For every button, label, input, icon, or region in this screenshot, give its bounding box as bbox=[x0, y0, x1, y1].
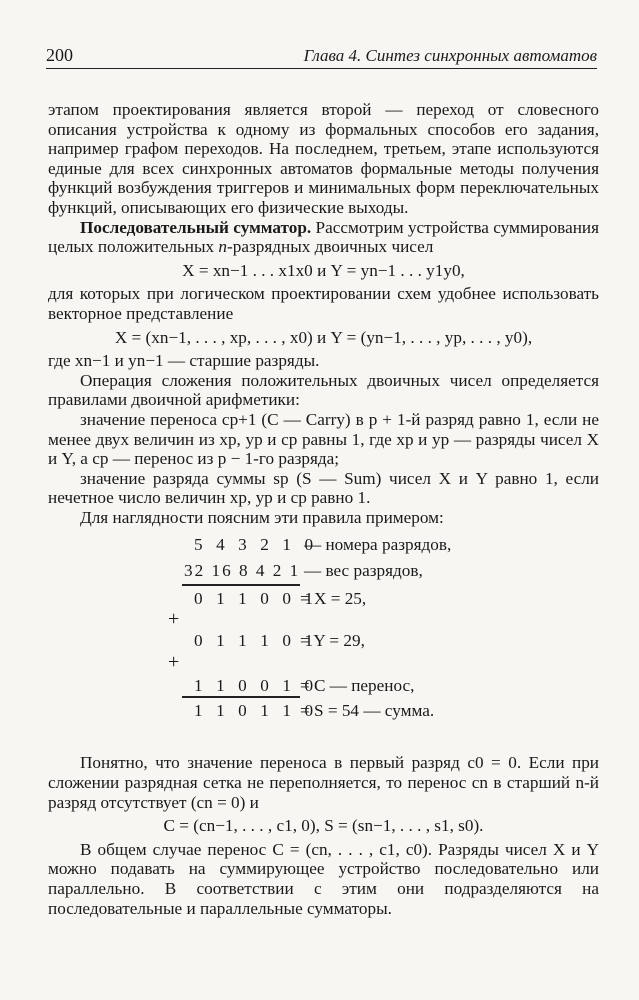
example-digits-6: 1 1 0 1 1 0 bbox=[194, 701, 318, 721]
underline-1 bbox=[182, 584, 300, 585]
paragraph-2 bbox=[48, 218, 599, 257]
plus-sign-1: + bbox=[168, 608, 180, 631]
paragraph-7: значение разряда суммы sp (S — Sum) чисел X и Y равно 1, если нечетное число величин xp, yp и cp равно 1. bbox=[48, 468, 599, 508]
variable-n: n bbox=[218, 237, 228, 257]
equation-2: X = (xn−1, . . . , xp, . . . , x0) и Y = (yn−1, . . . , yp, . . . , y0), bbox=[114, 327, 533, 347]
paragraph-6: значение переноса cp+1 (C — Carry) в p + 1-й разряд равно 1, если не менее двух величин из xp, yp и cp равны 1, где xp и yp — разряды чисел X и Y, а cp — перенос из p − 1-го разряда; bbox=[48, 409, 599, 469]
example-digits-5: 1 1 0 0 1 0 bbox=[194, 676, 318, 696]
example-tail-2: — вес разрядов, bbox=[304, 561, 423, 581]
paragraph-1: этапом проектирования является второй — переход от словесного описания устройства к одному из формальных способов его задания, например графом переходов. На последнем, третьем, этапе используются единые для всех синхронных автоматов формальные методы получения функций возбуждения триггеров и минимальных форм переключательных функций, описывающих его физические выходы. bbox=[48, 100, 599, 217]
equation-1: X = xn−1 . . . x1x0 и Y = yn−1 . . . y1y0, bbox=[182, 260, 465, 280]
paragraph-2-text-a: Рассмотрим устройства суммирования целых положительных bbox=[48, 217, 599, 257]
equation-3: C = (cn−1, . . . , c1, 0), S = (sn−1, . . . , s1, s0). bbox=[163, 816, 484, 836]
page-body bbox=[48, 100, 599, 918]
paragraph-10: В общем случае перенос C = (cn, . . . , c1, c0). Разряды чисел X и Y можно подавать на суммирующее устройство последовательно или параллельно. В соответствии с этим они подразделяются на последовательные и параллельные сумматоры. bbox=[48, 839, 599, 918]
example-tail-3: = X = 25, bbox=[300, 589, 367, 609]
paragraph-5: Операция сложения положительных двоичных чисел определяется правилами двоичной арифметики: bbox=[48, 370, 599, 410]
example-tail-1: — номера разрядов, bbox=[304, 535, 452, 555]
example-tail-6: = S = 54 — сумма. bbox=[300, 701, 435, 721]
example-tail-5: = C — перенос, bbox=[300, 676, 415, 696]
example-tail-4: = Y = 29, bbox=[300, 631, 365, 651]
paragraph-2-text-b: -разрядных двоичных чисел bbox=[227, 237, 434, 257]
addition-example bbox=[48, 535, 599, 725]
example-digits-3: 0 1 1 0 0 1 bbox=[194, 589, 318, 609]
paragraph-8: Для наглядности поясним эти правила примером: bbox=[80, 507, 444, 527]
paragraph-4: где xn−1 и yn−1 — старшие разряды. bbox=[48, 351, 320, 371]
plus-sign-2: + bbox=[168, 651, 180, 674]
page-number: 200 bbox=[46, 45, 73, 65]
section-heading: Последовательный сумматор. bbox=[80, 217, 312, 237]
example-digits-4: 0 1 1 1 0 1 bbox=[194, 631, 318, 651]
paragraph-3: для которых при логическом проектировании схем удобнее использовать векторное представление bbox=[48, 284, 599, 323]
running-header bbox=[46, 40, 597, 69]
underline-2 bbox=[182, 696, 300, 697]
chapter-title: Глава 4. Синтез синхронных автоматов bbox=[303, 46, 597, 65]
example-digits-2: 32 16 8 4 2 1 bbox=[184, 561, 301, 581]
example-digits-1: 5 4 3 2 1 0 bbox=[194, 535, 318, 555]
paragraph-9: Понятно, что значение переноса в первый разряд c0 = 0. Если при сложении разрядная сетка не переполняется, то перенос cn в старший n-й разряд отсутствует (cn = 0) и bbox=[48, 753, 599, 812]
